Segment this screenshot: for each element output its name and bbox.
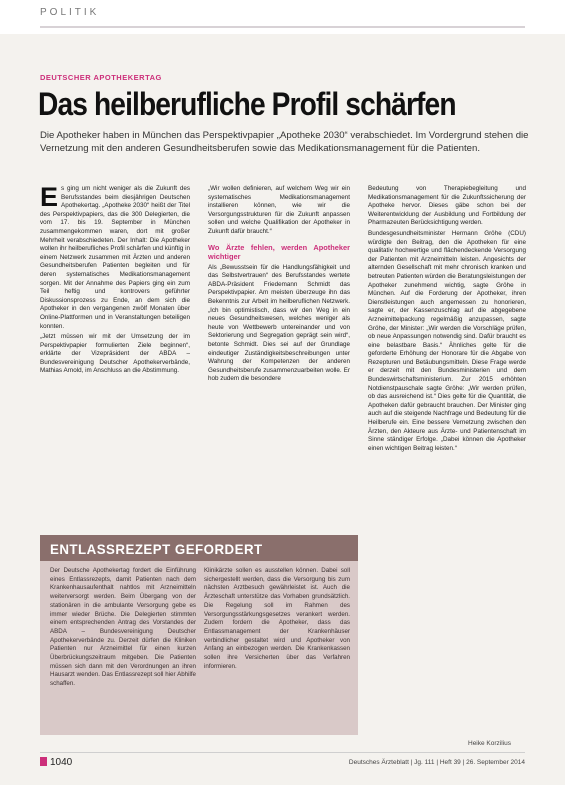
article-column-2 [208,185,350,386]
article-title: Das heilberufliche Profil schärfen [38,86,456,122]
paragraph [40,182,190,331]
drop-cap: E [40,182,59,212]
info-box [40,535,358,735]
paragraph: „Jetzt müssen wir mit der Umsetzung der im Perspektivpapier formulierten Ziele beginnen“, erklärte der Vizepräsident der ABDA – Bundesvereinigung Deutscher Apothekerverbände, Mathias Arnold, im Anschluss an die Abstimmung. [40,333,190,375]
page-number [40,757,72,768]
journal-info: Deutsches Ärzteblatt | Jg. 111 | Heft 39 | 26. September 2014 [348,759,525,766]
info-box-column-2 [204,567,350,671]
page-marker-icon [40,757,47,766]
paragraph: Bundesgesundheitsminister Hermann Gröhe (CDU) würdigte den Beitrag, den die Apotheken für eine qualitativ hochwertige und flächendeckende Versorgung der Patienten mit Arzneimitteln leisten. Angesichts der alternden Gesellschaft mit mehr chronisch kranken und betreuten Patienten würden die Beratungsleistungen der Apotheker zunehmend wichtig, sagte Gröhe in München. Auf die Forderung der Apotheker, ihren Dienstleistungen auch angemessen zu honorieren, sagte er, der Kassenzuschlag auf die abgegebene Arzneimittelpackung regelmäßig anzupassen, sagte Gröhe, der Minister: „Wir werden die Vorschläge prüfen, ob neue Anpassungen notwendig sind. Dafür braucht es eine belastbare Basis.“ Ähnliches gelte für die geforderte Erhöhung der Honorare für die Abgabe von Rezepturen und Betäubungsmitteln. Diese Frage werde er derzeit mit den Bundesministerien und dem Bundeswirtschaftsministerium. Zur 2015 erhöhten Notdienstpauschale sagte Gröhe: „Wir werden prüfen, ob das ausreichend ist.“ Dies gelte für die Quantität, die Apotheken dafür gebraucht brauchen. Der Minister ging auch auf die steigende Nachfrage und Bedeutung für die Heilberufe ein. Eine bessere Vernetzung zwischen den Ärzten, den Akteure aus Ärzte- und Patientenschaft im Sinne ständiger Erfolge. „Dabei können die Apotheker einen wichtigen Beitrag leisten.“ [368,229,526,452]
article-column-3 [368,185,526,455]
footer-rule [40,752,525,753]
paragraph: Klinikärzte sollen es ausstellen können. Dabei soll sichergestellt werden, dass die Versorgung bis zum nächsten Arztbesuch gewährleistet ist. Auch die Ärzteschaft unterstütze das Vorhaben grundsätzlich. Die Regelung soll im Rahmen des Versorgungsstärkungsgesetzes verankert werden. Zudem fordern die Apotheker, dass das Entlassmanagement der Krankenhäuser verbindlicher gestaltet wird und Apotheker von Anfang an einbezogen werden. Die Krankenkassen sollen ihre Versicherten über das Verfahren informieren. [204,567,350,670]
article-column-1 [40,182,190,378]
page-header [0,0,565,34]
article-lead: Die Apotheker haben in München das Perspektivpapier „Apotheke 2030“ verabschiedet. Im Vordergrund stehen die Vernetzung mit den anderen Gesundheitsberufen sowie das Medikationsmanagement für die Patienten. [40,130,529,154]
paragraph-text: s ging um nicht weniger als die Zukunft des Berufsstandes beim diesjährigen Deutschen Apothekertag. „Apotheke 2030“ heißt der Titel des Perspektivpapiers, das die 300 Delegierten, die vom 17. bis 19. September in München zusammengekommen waren, dort mit großer Mehrheit verabschiedeten. Der Inhalt: Die Apotheker wollen ihr heilberufliches Profil schärfen und künftig in einem Netzwerk zusammen mit Ärzten und anderen Gesundheitsberufen Patienten begleiten und für deren systematisches Medikationsmanagement sorgen. Mit der Annahme des Papiers ging ein zum Teil heftig und kontrovers geführter Diskussionsprozess zu Ende, an dem sich die Apotheker in den vergangenen zwölf Monaten über Online-Plattformen und in Veranstaltungen beteiligen konnten. [40,185,190,330]
info-box-column-1 [50,567,196,689]
author-name: Heike Korzilius [468,740,511,747]
info-box-title: ENTLASSREZEPT GEFORDERT [50,541,263,557]
paragraph: Bedeutung von Therapiebegleitung und Medikationsmanagement für die Zukunftssicherung der Apotheke hervor. Dieses gäbe schon bei der Weiterentwicklung der Ausbildung und Fortbildung der Pharmazeuten Berücksichtigung werden. [368,185,526,227]
paragraph: Als „Bewusstsein für die Handlungsfähigkeit und das Selbstvertrauen“ des Berufsstandes wertete ABDA-Präsident Friedemann Schmidt das Perspektivpapier. Am meisten überzeuge ihn das Bekenntnis zur Arbeit im heilberuflichen Netzwerk. „Ich bin optimistisch, dass wir den Weg in ein neues Gesundheitswesen, welches weniger als heute von Wettbewerb untereinander und von Sektorierung und Segregation geprägt sein wird“, betonte Schmidt. Dies sei auf der Grundlage eindeutiger Zuständigkeitsbeschreibungen unter Wahrung der Kompetenzen der anderen Gesundheitsberufe zusammenzuarbeiten wolle. Er hob zudem die besondere [208,263,350,383]
article-kicker: DEUTSCHER APOTHEKERTAG [40,73,162,82]
header-rule [40,26,525,28]
section-label: POLITIK [40,7,100,18]
article-subhead: Wo Ärzte fehlen, werden Apotheker wichtiger [208,242,350,261]
paragraph: „Wir wollen definieren, auf welchem Weg wir ein systematisches Medikationsmanagement installieren können, wie wir die Versorgungsstrukturen für die Zukunft anpassen sollen und welche Qualifikation der Apotheker in Zukunft dafür braucht.“ [208,185,350,235]
page-number-text: 1040 [50,757,73,768]
paragraph: Der Deutsche Apothekertag fordert die Einführung eines Entlassrezepts, damit Patienten nach dem Krankenhausaufenthalt nahtlos mit Arzneimitteln weiterversorgt werden. Beim Übergang von der stationären in die ambulante Versorgung gebe es immer wieder Brüche. Die Delegierten stimmten einem entsprechenden Antrag des Vorstandes der ABDA – Bundesvereinigung Deutscher Apothekerverbände zu. Derzeit dürfen die Kliniken Patienten nur Arzneimittel für einen kurzen Überbrückungszeitraum mitgeben. Die Patienten müssen sich dann mit den Verordnungen an ihren Hausarzt wenden. Das Entlassrezept soll hier Abhilfe schaffen. [50,567,196,688]
info-box-header [40,535,358,561]
